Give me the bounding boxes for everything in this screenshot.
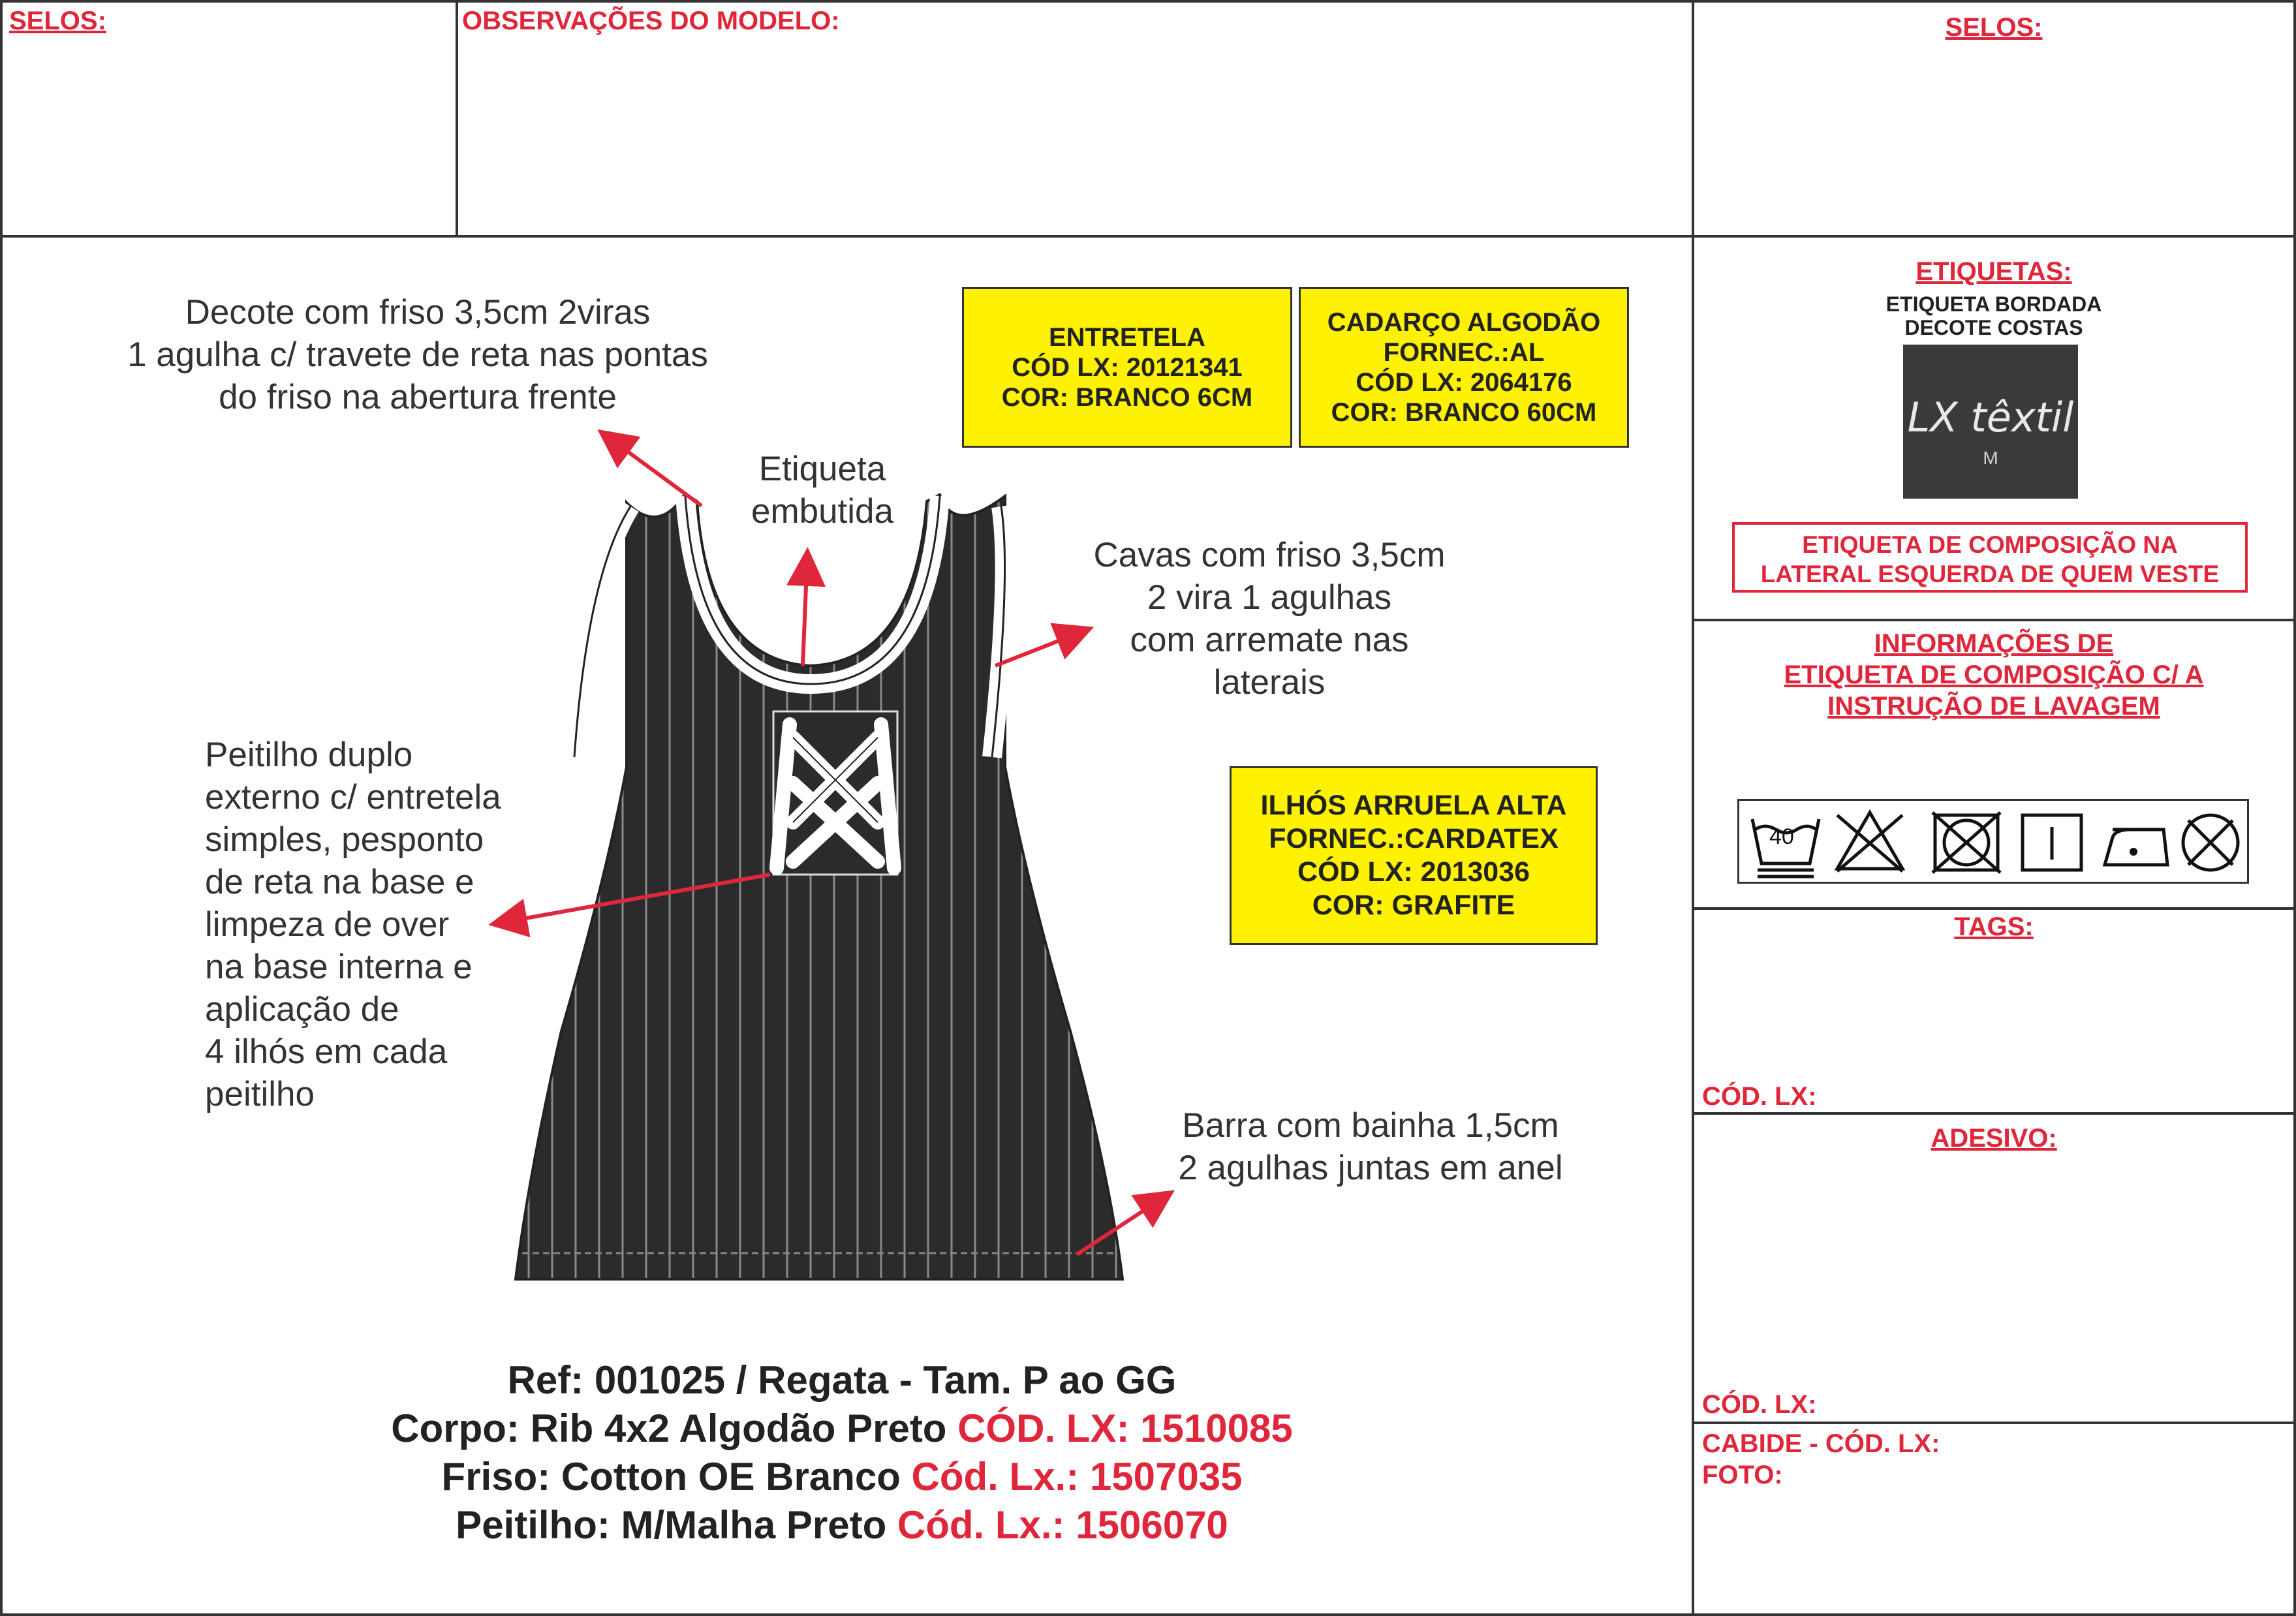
no-bleach-icon bbox=[1837, 813, 1902, 871]
etiqueta-note: Etiqueta embutida bbox=[751, 450, 894, 531]
adesivo-title: ADESIVO: bbox=[1931, 1124, 2057, 1153]
cavas-note: Cavas com friso 3,5cm 2 vira 1 agulhas com arremate nas laterais bbox=[1093, 536, 1446, 702]
left-armhole-binding bbox=[574, 506, 630, 757]
selos-left-label: SELOS: bbox=[9, 7, 106, 35]
cod-lx-tags: CÓD. LX: bbox=[1702, 1082, 1817, 1111]
cod-lx-adesivo: CÓD. LX: bbox=[1702, 1390, 1817, 1419]
informacoes-title: INFORMAÇÕES DE ETIQUETA DE COMPOSIÇÃO C/ A INSTRUÇÃO DE LAVAGEM bbox=[1784, 629, 2204, 721]
no-tumble-dry-icon bbox=[1932, 813, 2000, 873]
observacoes-label: OBSERVAÇÕES DO MODELO: bbox=[462, 7, 840, 35]
ref-line: Ref: 001025 / Regata - Tam. P ao GG bbox=[507, 1358, 1177, 1402]
etiqueta-bordada-label: ETIQUETA BORDADA DECOTE COSTAS bbox=[1885, 292, 2102, 339]
selos-right-label: SELOS: bbox=[1945, 13, 2043, 42]
tags-title: TAGS: bbox=[1954, 912, 2034, 941]
no-dry-clean-icon bbox=[2183, 815, 2238, 870]
entretela-box: ENTRETELA CÓD LX: 20121341 COR: BRANCO 6CM bbox=[962, 287, 1292, 448]
care-symbols-strip: 40 bbox=[1737, 799, 2249, 884]
lx-textil-label-logo: LX têxtil M bbox=[1903, 345, 2078, 499]
cadarco-box: CADARÇO ALGODÃO FORNEC.:AL CÓD LX: 2064176 COR: BRANCO 60CM bbox=[1299, 287, 1629, 448]
reference-block bbox=[196, 1356, 1488, 1549]
cabide-label: CABIDE - CÓD. LX: bbox=[1702, 1429, 1940, 1458]
tank-top-body bbox=[516, 493, 1123, 1279]
composicao-box: ETIQUETA DE COMPOSIÇÃO NA LATERAL ESQUERDA DE QUEM VESTE bbox=[1732, 522, 2248, 593]
foto-label: FOTO: bbox=[1702, 1461, 1783, 1489]
corpo-line: Corpo: Rib 4x2 Algodão Preto CÓD. LX: 1510085 bbox=[391, 1406, 1293, 1450]
barra-note: Barra com bainha 1,5cm 2 agulhas juntas em anel bbox=[1178, 1106, 1563, 1187]
peitilho-line: Peitilho: M/Malha Preto Cód. Lx.: 1506070 bbox=[456, 1503, 1228, 1547]
line-dry-icon bbox=[2023, 815, 2081, 870]
friso-line: Friso: Cotton OE Branco Cód. Lx.: 1507035 bbox=[441, 1455, 1243, 1499]
decote-note: Decote com friso 3,5cm 2viras 1 agulha c/ travete de reta nas pontas do friso na abertura frente bbox=[127, 293, 708, 416]
etiquetas-title: ETIQUETAS: bbox=[1916, 257, 2072, 286]
ilhos-box: ILHÓS ARRUELA ALTA FORNEC.:CARDATEX CÓD LX: 2013036 COR: GRAFITE bbox=[1230, 766, 1598, 945]
iron-low-icon bbox=[2105, 830, 2167, 865]
peitilho-note: Peitilho duplo externo c/ entretela simples, pesponto de reta na base e limpeza de over na base interna e aplicação de 4 ilhós em cada peitilho bbox=[205, 736, 501, 1113]
